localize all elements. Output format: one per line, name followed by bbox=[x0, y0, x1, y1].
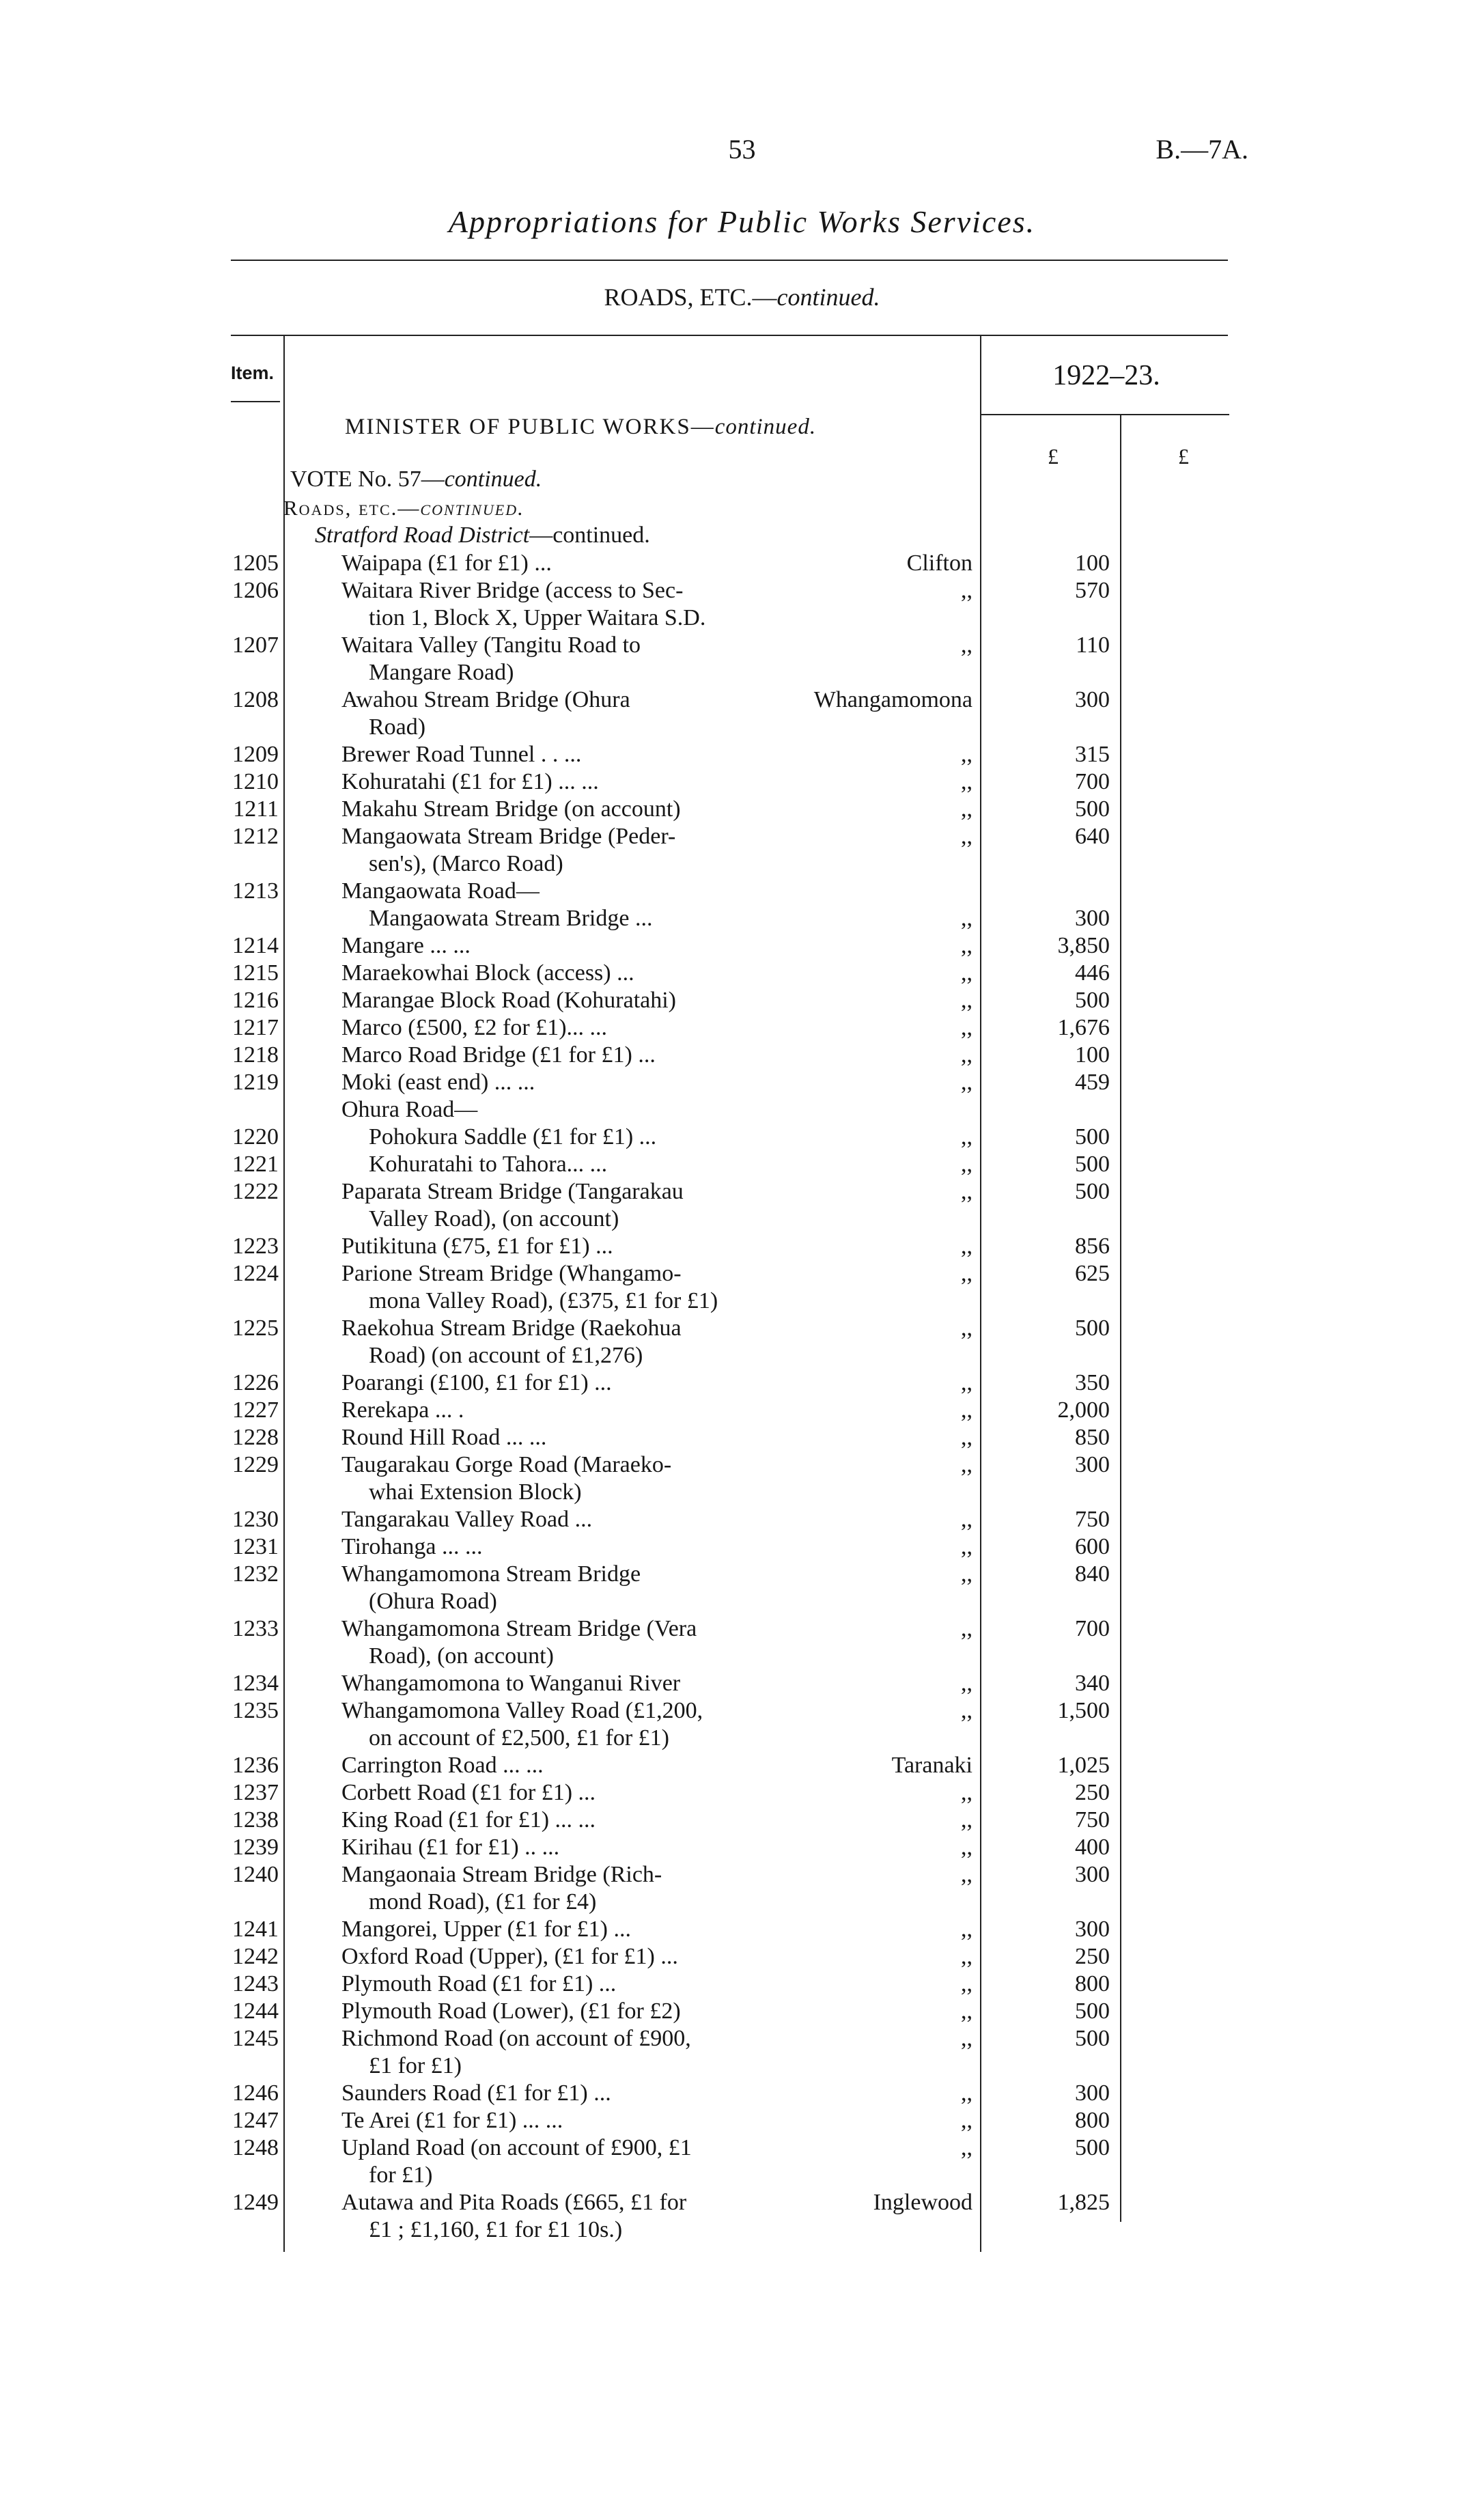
item-description: Whangamomona to Wanganui River bbox=[341, 1671, 681, 1696]
item-description: £1 for £1) bbox=[369, 2053, 462, 2078]
item-description: Mangaowata Stream Bridge (Peder- bbox=[341, 824, 676, 849]
page-number: 53 bbox=[728, 134, 756, 165]
table-row bbox=[0, 1069, 1484, 1096]
district-name: ,, bbox=[961, 1835, 972, 1860]
item-amount: 625 bbox=[1075, 1261, 1110, 1286]
item-number: 1244 bbox=[232, 1998, 279, 2024]
item-amount: 300 bbox=[1075, 2080, 1110, 2106]
item-number: 1226 bbox=[232, 1370, 279, 1395]
district-name: ,, bbox=[961, 1397, 972, 1423]
table-row bbox=[0, 714, 1484, 741]
item-number: 1229 bbox=[232, 1452, 279, 1477]
district-name: ,, bbox=[961, 1998, 972, 2024]
item-description: mona Valley Road), (£375, £1 for £1) bbox=[369, 1288, 718, 1313]
district-name: ,, bbox=[961, 1616, 972, 1641]
item-number: 1216 bbox=[232, 988, 279, 1013]
item-number: 1207 bbox=[232, 632, 279, 658]
item-description: Makahu Stream Bridge (on account) bbox=[341, 796, 681, 822]
table-row bbox=[0, 1451, 1484, 1479]
table-row bbox=[0, 850, 1484, 878]
item-number: 1230 bbox=[232, 1507, 279, 1532]
item-amount: 856 bbox=[1075, 1234, 1110, 1259]
item-description: (Ohura Road) bbox=[369, 1589, 497, 1614]
table-row bbox=[0, 577, 1484, 604]
section-heading-text: ROADS, ETC.— bbox=[604, 283, 777, 311]
item-description: Road) bbox=[369, 714, 426, 740]
item-number: 1220 bbox=[232, 1124, 279, 1150]
ministry-continued: continued. bbox=[714, 415, 817, 439]
item-amount: 500 bbox=[1075, 2135, 1110, 2160]
item-amount: 446 bbox=[1075, 960, 1110, 986]
item-number: 1224 bbox=[232, 1261, 279, 1286]
item-amount: 100 bbox=[1075, 1042, 1110, 1068]
item-number: 1235 bbox=[232, 1698, 279, 1723]
table-row bbox=[0, 1233, 1484, 1260]
district-name: ,, bbox=[961, 933, 972, 958]
roads-subheading bbox=[283, 496, 524, 520]
table-row bbox=[0, 1178, 1484, 1206]
item-number: 1227 bbox=[232, 1397, 279, 1423]
item-amount: 840 bbox=[1075, 1561, 1110, 1587]
district-name: ,, bbox=[961, 1315, 972, 1341]
currency-symbol-left: £ bbox=[1048, 444, 1059, 469]
item-description: Maraekowhai Block (access) ... bbox=[341, 960, 634, 986]
currency-symbol-right: £ bbox=[1178, 444, 1189, 469]
item-description: Whangamomona Stream Bridge (Vera bbox=[341, 1616, 697, 1641]
section-heading-continued: continued. bbox=[776, 283, 880, 311]
page-title: Appropriations for Public Works Services. bbox=[448, 204, 1036, 239]
item-number: 1210 bbox=[232, 769, 279, 794]
item-number: 1233 bbox=[232, 1616, 279, 1641]
item-number: 1212 bbox=[232, 824, 279, 849]
roads-subheading-text: Roads, etc.— bbox=[283, 496, 421, 520]
vote-heading bbox=[290, 466, 542, 492]
table-row bbox=[0, 2052, 1484, 2080]
item-description: Carrington Road ... ... bbox=[341, 1753, 544, 1778]
item-number: 1223 bbox=[232, 1234, 279, 1259]
table-row bbox=[0, 1861, 1484, 1889]
item-amount: 300 bbox=[1075, 687, 1110, 712]
item-amount: 459 bbox=[1075, 1070, 1110, 1095]
item-amount: 500 bbox=[1075, 988, 1110, 1013]
table-row bbox=[0, 1943, 1484, 1970]
district-heading bbox=[315, 523, 650, 548]
district-name: ,, bbox=[961, 1370, 972, 1395]
item-number: 1237 bbox=[232, 1780, 279, 1805]
district-name: ,, bbox=[961, 2108, 972, 2133]
item-number: 1209 bbox=[232, 742, 279, 767]
district-name: ,, bbox=[961, 1425, 972, 1450]
item-amount: 500 bbox=[1075, 1124, 1110, 1150]
item-number: 1231 bbox=[232, 1534, 279, 1559]
table-row bbox=[0, 1506, 1484, 1533]
item-number: 1239 bbox=[232, 1835, 279, 1860]
item-description: Mangorei, Upper (£1 for £1) ... bbox=[341, 1917, 631, 1942]
district-name: ,, bbox=[961, 1698, 972, 1723]
district-name: ,, bbox=[961, 2080, 972, 2106]
table-row bbox=[0, 1397, 1484, 1424]
table-row bbox=[0, 1779, 1484, 1807]
item-number: 1248 bbox=[232, 2135, 279, 2160]
table-row bbox=[0, 823, 1484, 850]
table-row bbox=[0, 1479, 1484, 1506]
district-name: ,, bbox=[961, 1152, 972, 1177]
table-row bbox=[0, 878, 1484, 905]
table-row bbox=[0, 796, 1484, 823]
appropriation-rows bbox=[0, 550, 1484, 2244]
district-name: Clifton bbox=[906, 551, 972, 576]
item-description: Te Arei (£1 for £1) ... ... bbox=[341, 2108, 563, 2133]
item-number: 1232 bbox=[232, 1561, 279, 1587]
item-description: Richmond Road (on account of £900, bbox=[341, 2026, 691, 2051]
item-description: Valley Road), (on account) bbox=[369, 1206, 619, 1231]
table-row bbox=[0, 1998, 1484, 2025]
table-row bbox=[0, 1342, 1484, 1369]
item-description: Autawa and Pita Roads (£665, £1 for bbox=[341, 2190, 687, 2215]
item-amount: 300 bbox=[1075, 1917, 1110, 1942]
item-amount: 700 bbox=[1075, 1616, 1110, 1641]
table-row bbox=[0, 932, 1484, 960]
item-amount: 600 bbox=[1075, 1534, 1110, 1559]
district-name: ,, bbox=[961, 906, 972, 931]
item-description: Raekohua Stream Bridge (Raekohua bbox=[341, 1315, 682, 1341]
table-row bbox=[0, 905, 1484, 932]
item-description: Mangare ... ... bbox=[341, 933, 471, 958]
item-amount: 2,000 bbox=[1057, 1397, 1110, 1423]
item-number: 1228 bbox=[232, 1425, 279, 1450]
item-number: 1211 bbox=[233, 796, 279, 822]
item-amount: 3,850 bbox=[1057, 933, 1110, 958]
roads-subheading-continued: continued. bbox=[420, 496, 524, 520]
table-row bbox=[0, 1014, 1484, 1042]
item-number: 1234 bbox=[232, 1671, 279, 1696]
item-amount: 315 bbox=[1075, 742, 1110, 767]
table-row bbox=[0, 1834, 1484, 1861]
table-row bbox=[0, 1124, 1484, 1151]
item-amount: 1,500 bbox=[1057, 1698, 1110, 1723]
table-row bbox=[0, 1369, 1484, 1397]
item-description: Tangarakau Valley Road ... bbox=[341, 1507, 593, 1532]
item-description: Waipapa (£1 for £1) ... bbox=[341, 551, 552, 576]
table-row bbox=[0, 2189, 1484, 2216]
item-description: Mangaowata Road— bbox=[341, 878, 540, 904]
district-name: ,, bbox=[961, 2026, 972, 2051]
item-number: 1242 bbox=[232, 1944, 279, 1969]
ministry-text: MINISTER OF PUBLIC WORKS— bbox=[345, 415, 715, 439]
table-row bbox=[0, 1533, 1484, 1561]
district-name: Inglewood bbox=[873, 2190, 972, 2215]
table-row bbox=[0, 2216, 1484, 2244]
district-name: ,, bbox=[961, 742, 972, 767]
table-row bbox=[0, 686, 1484, 714]
item-description: Tirohanga ... ... bbox=[341, 1534, 483, 1559]
item-description: Kohuratahi to Tahora... ... bbox=[369, 1152, 608, 1177]
district-name: ,, bbox=[961, 1015, 972, 1040]
table-row bbox=[0, 550, 1484, 577]
item-amount: 300 bbox=[1075, 906, 1110, 931]
district-name: ,, bbox=[961, 1971, 972, 1996]
district-name: ,, bbox=[961, 1042, 972, 1068]
table-row bbox=[0, 1725, 1484, 1752]
item-number: 1225 bbox=[232, 1315, 279, 1341]
item-description: Whangamomona Valley Road (£1,200, bbox=[341, 1698, 703, 1723]
item-amount: 300 bbox=[1075, 1862, 1110, 1887]
item-number: 1219 bbox=[232, 1070, 279, 1095]
table-row bbox=[0, 1670, 1484, 1697]
item-amount: 500 bbox=[1075, 1315, 1110, 1341]
item-amount: 640 bbox=[1075, 824, 1110, 849]
item-description: Taugarakau Gorge Road (Maraeko- bbox=[341, 1452, 672, 1477]
district-name: ,, bbox=[961, 769, 972, 794]
item-description: Oxford Road (Upper), (£1 for £1) ... bbox=[341, 1944, 678, 1969]
table-row bbox=[0, 2134, 1484, 2162]
item-amount: 850 bbox=[1075, 1425, 1110, 1450]
item-amount: 100 bbox=[1075, 551, 1110, 576]
table-row bbox=[0, 2162, 1484, 2189]
item-number: 1243 bbox=[232, 1971, 279, 1996]
item-description: Mangare Road) bbox=[369, 660, 514, 685]
item-number: 1215 bbox=[232, 960, 279, 986]
district-name-text: Stratford Road District bbox=[315, 523, 530, 548]
item-description: Awahou Stream Bridge (Ohura bbox=[341, 687, 630, 712]
item-amount: 1,025 bbox=[1057, 1753, 1110, 1778]
item-amount: 750 bbox=[1075, 1807, 1110, 1833]
item-amount: 300 bbox=[1075, 1452, 1110, 1477]
item-number: 1208 bbox=[232, 687, 279, 712]
table-row bbox=[0, 1315, 1484, 1342]
item-number: 1222 bbox=[232, 1179, 279, 1204]
item-description: £1 ; £1,160, £1 for £1 10s.) bbox=[369, 2217, 623, 2242]
table-row bbox=[0, 1151, 1484, 1178]
document-code: B.—7A. bbox=[1156, 134, 1248, 165]
table-row bbox=[0, 2025, 1484, 2052]
item-description: Brewer Road Tunnel . . ... bbox=[341, 742, 582, 767]
item-description: sen's), (Marco Road) bbox=[369, 851, 563, 876]
item-number: 1214 bbox=[232, 933, 279, 958]
item-description: for £1) bbox=[369, 2162, 433, 2188]
item-number: 1241 bbox=[232, 1917, 279, 1942]
item-description: whai Extension Block) bbox=[369, 1479, 582, 1505]
district-name: ,, bbox=[961, 1862, 972, 1887]
item-amount: 400 bbox=[1075, 1835, 1110, 1860]
item-description: Corbett Road (£1 for £1) ... bbox=[341, 1780, 596, 1805]
section-heading bbox=[0, 283, 1484, 311]
item-amount: 700 bbox=[1075, 769, 1110, 794]
district-name: ,, bbox=[961, 1234, 972, 1259]
district-name: ,, bbox=[961, 796, 972, 822]
item-description: Parione Stream Bridge (Whangamo- bbox=[341, 1261, 682, 1286]
item-amount: 1,676 bbox=[1057, 1015, 1110, 1040]
vote-text: VOTE No. 57— bbox=[290, 466, 445, 492]
table-top-rule bbox=[231, 335, 1228, 336]
table-row bbox=[0, 1424, 1484, 1451]
table-row bbox=[0, 2080, 1484, 2107]
district-name: ,, bbox=[961, 1561, 972, 1587]
year-rule bbox=[981, 414, 1229, 415]
item-description: Marco Road Bridge (£1 for £1) ... bbox=[341, 1042, 656, 1068]
table-row bbox=[0, 1260, 1484, 1287]
item-number: 1218 bbox=[232, 1042, 279, 1068]
table-row bbox=[0, 1807, 1484, 1834]
table-row bbox=[0, 1287, 1484, 1315]
item-amount: 350 bbox=[1075, 1370, 1110, 1395]
item-description: Putikituna (£75, £1 for £1) ... bbox=[341, 1234, 613, 1259]
district-name: ,, bbox=[961, 1534, 972, 1559]
item-number: 1213 bbox=[232, 878, 279, 904]
item-description: Marco (£500, £2 for £1)... ... bbox=[341, 1015, 608, 1040]
district-name: Taranaki bbox=[891, 1753, 972, 1778]
item-amount: 500 bbox=[1075, 1179, 1110, 1204]
item-amount: 750 bbox=[1075, 1507, 1110, 1532]
district-continued: —continued. bbox=[529, 523, 650, 548]
item-description: Kohuratahi (£1 for £1) ... ... bbox=[341, 769, 599, 794]
table-row bbox=[0, 632, 1484, 659]
table-row bbox=[0, 1096, 1484, 1124]
vote-continued: continued. bbox=[444, 466, 542, 492]
table-row bbox=[0, 2107, 1484, 2134]
item-description: Plymouth Road (£1 for £1) ... bbox=[341, 1971, 617, 1996]
table-row bbox=[0, 604, 1484, 632]
item-description: Pohokura Saddle (£1 for £1) ... bbox=[369, 1124, 657, 1150]
item-description: tion 1, Block X, Upper Waitara S.D. bbox=[369, 605, 706, 630]
table-row bbox=[0, 741, 1484, 768]
item-description: Plymouth Road (Lower), (£1 for £2) bbox=[341, 1998, 681, 2024]
district-name: ,, bbox=[961, 1261, 972, 1286]
item-description: Road), (on account) bbox=[369, 1643, 554, 1669]
district-name: ,, bbox=[961, 1452, 972, 1477]
district-name: ,, bbox=[961, 988, 972, 1013]
district-name: ,, bbox=[961, 632, 972, 658]
table-row bbox=[0, 1970, 1484, 1998]
table-row bbox=[0, 987, 1484, 1014]
table-row bbox=[0, 1752, 1484, 1779]
item-amount: 500 bbox=[1075, 1152, 1110, 1177]
item-number: 1206 bbox=[232, 578, 279, 603]
title-rule bbox=[231, 260, 1228, 261]
item-description: Moki (east end) ... ... bbox=[341, 1070, 535, 1095]
table-row bbox=[0, 960, 1484, 987]
item-number: 1245 bbox=[232, 2026, 279, 2051]
item-description: Road) (on account of £1,276) bbox=[369, 1343, 643, 1368]
district-name: ,, bbox=[961, 960, 972, 986]
item-number: 1205 bbox=[232, 551, 279, 576]
item-description: Kirihau (£1 for £1) .. ... bbox=[341, 1835, 560, 1860]
item-description: Rerekapa ... . bbox=[341, 1397, 464, 1423]
table-row bbox=[0, 1206, 1484, 1233]
table-row bbox=[0, 1697, 1484, 1725]
table-row bbox=[0, 1588, 1484, 1615]
item-amount: 1,825 bbox=[1057, 2190, 1110, 2215]
item-description: Whangamomona Stream Bridge bbox=[341, 1561, 641, 1587]
item-description: Mangaonaia Stream Bridge (Rich- bbox=[341, 1862, 662, 1887]
item-column-label: Item. bbox=[231, 363, 275, 383]
item-description: Paparata Stream Bridge (Tangarakau bbox=[341, 1179, 684, 1204]
district-name: ,, bbox=[961, 1507, 972, 1532]
item-description: Round Hill Road ... ... bbox=[341, 1425, 547, 1450]
item-description: on account of £2,500, £1 for £1) bbox=[369, 1725, 670, 1751]
item-label-underline bbox=[231, 401, 280, 402]
item-amount: 340 bbox=[1075, 1671, 1110, 1696]
district-name: ,, bbox=[961, 1671, 972, 1696]
item-number: 1221 bbox=[232, 1152, 279, 1177]
table-row bbox=[0, 659, 1484, 686]
item-description: Upland Road (on account of £900, £1 bbox=[341, 2135, 692, 2160]
table-row bbox=[0, 1643, 1484, 1670]
item-number: 1246 bbox=[232, 2080, 279, 2106]
district-name: ,, bbox=[961, 1124, 972, 1150]
item-number: 1217 bbox=[232, 1015, 279, 1040]
item-amount: 570 bbox=[1075, 578, 1110, 603]
item-amount: 800 bbox=[1075, 1971, 1110, 1996]
item-amount: 110 bbox=[1076, 632, 1110, 658]
item-number: 1238 bbox=[232, 1807, 279, 1833]
item-amount: 250 bbox=[1075, 1780, 1110, 1805]
table-row bbox=[0, 1042, 1484, 1069]
item-description: Saunders Road (£1 for £1) ... bbox=[341, 2080, 611, 2106]
item-description: Ohura Road— bbox=[341, 1097, 478, 1122]
item-description: Marangae Block Road (Kohuratahi) bbox=[341, 988, 676, 1013]
district-name: ,, bbox=[961, 1780, 972, 1805]
district-name: ,, bbox=[961, 1807, 972, 1833]
item-number: 1236 bbox=[232, 1753, 279, 1778]
district-name: Whangamomona bbox=[813, 687, 972, 712]
item-description: Waitara Valley (Tangitu Road to bbox=[341, 632, 641, 658]
district-name: ,, bbox=[961, 1944, 972, 1969]
district-name: ,, bbox=[961, 1917, 972, 1942]
table-row bbox=[0, 768, 1484, 796]
district-name: ,, bbox=[961, 1179, 972, 1204]
item-number: 1240 bbox=[232, 1862, 279, 1887]
item-description: King Road (£1 for £1) ... ... bbox=[341, 1807, 596, 1833]
table-row bbox=[0, 1916, 1484, 1943]
item-number: 1249 bbox=[232, 2190, 279, 2215]
ministry-heading bbox=[345, 415, 816, 440]
district-name: ,, bbox=[961, 824, 972, 849]
item-number: 1247 bbox=[232, 2108, 279, 2133]
item-amount: 500 bbox=[1075, 2026, 1110, 2051]
district-name: ,, bbox=[961, 2135, 972, 2160]
item-description: Poarangi (£100, £1 for £1) ... bbox=[341, 1370, 612, 1395]
item-amount: 500 bbox=[1075, 796, 1110, 822]
district-name: ,, bbox=[961, 1070, 972, 1095]
item-amount: 250 bbox=[1075, 1944, 1110, 1969]
table-row bbox=[0, 1889, 1484, 1916]
district-name: ,, bbox=[961, 578, 972, 603]
table-row bbox=[0, 1615, 1484, 1643]
item-amount: 500 bbox=[1075, 1998, 1110, 2024]
item-description: Mangaowata Stream Bridge ... bbox=[369, 906, 653, 931]
year-heading: 1922–23. bbox=[1052, 360, 1160, 391]
item-amount: 800 bbox=[1075, 2108, 1110, 2133]
item-description: Waitara River Bridge (access to Sec- bbox=[341, 578, 684, 603]
table-row bbox=[0, 1561, 1484, 1588]
item-description: mond Road), (£1 for £4) bbox=[369, 1889, 597, 1914]
